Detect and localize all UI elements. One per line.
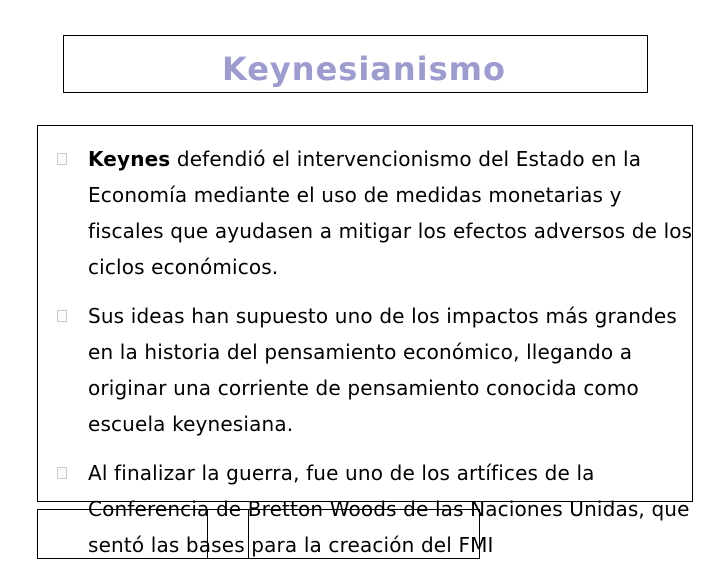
footer-box-middle bbox=[207, 509, 249, 559]
paragraph-text: defendió el intervencionismo del Estado en la Economía mediante el uso de medidas monetarias y fiscales que ayudasen a mitigar los efectos adversos de los ciclos económicos. bbox=[88, 147, 693, 279]
slide-title: Keynesianismo bbox=[221, 50, 506, 88]
bullet-icon bbox=[57, 310, 67, 322]
bullet-icon bbox=[57, 153, 67, 165]
paragraph-lead: Keynes bbox=[88, 147, 171, 171]
footer-box-right bbox=[248, 509, 480, 559]
bullet-icon bbox=[57, 467, 67, 479]
paragraph-text: Sus ideas han supuesto uno de los impactos más grandes en la historia del pensamiento económico, llegando a originar una corriente de pensamiento conocida como escuela keynesiana. bbox=[88, 304, 677, 436]
bullet-paragraph bbox=[56, 141, 696, 285]
footer-box-left bbox=[37, 509, 208, 559]
bullet-paragraph bbox=[56, 298, 696, 442]
paragraph-text: Al finalizar la guerra, fue uno de los artífices de la Conferencia de Bretton Woods de las Naciones Unidas, que sentó las bases para la creación del FMI bbox=[88, 461, 690, 557]
